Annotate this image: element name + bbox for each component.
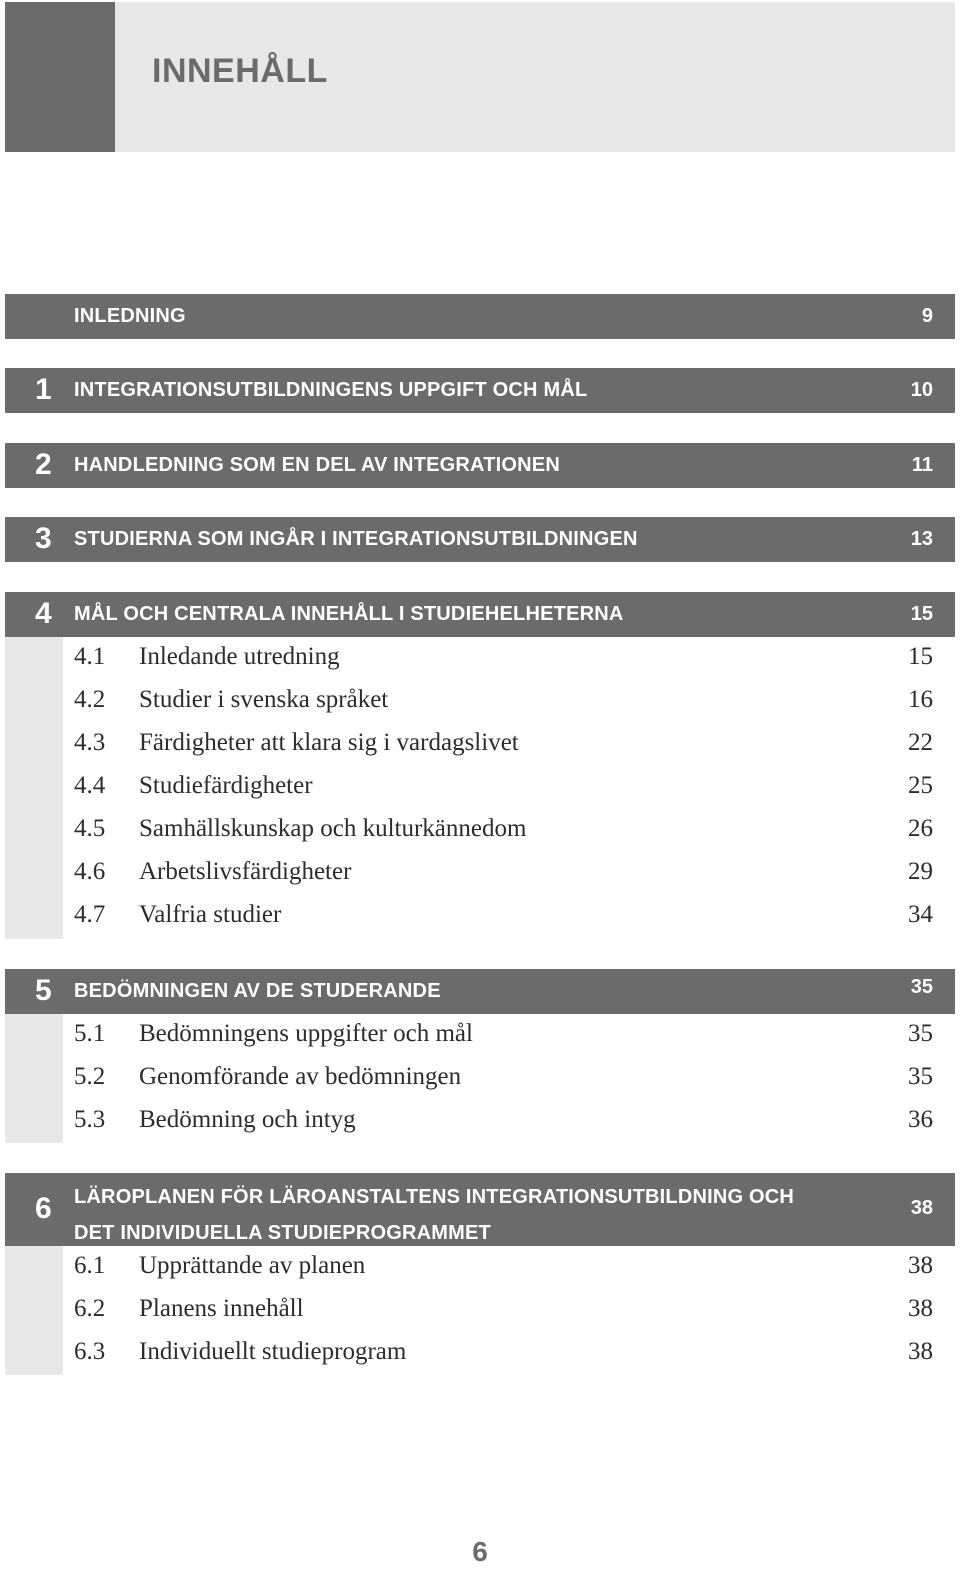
section-page: 35 xyxy=(908,1063,933,1090)
toc-section-6-2[interactable] xyxy=(5,1289,955,1332)
section-title: Studiefärdigheter xyxy=(139,772,313,799)
toc-entry-page: 9 xyxy=(921,305,933,327)
section-number: 6.2 xyxy=(74,1295,106,1322)
chapter-number: 1 xyxy=(35,373,52,406)
section-number: 5.3 xyxy=(74,1106,106,1133)
section-title: Bedömningens uppgifter och mål xyxy=(139,1020,473,1047)
section-page: 35 xyxy=(908,1020,933,1047)
chapter-number: 6 xyxy=(35,1192,52,1225)
section-number: 5.1 xyxy=(74,1020,106,1047)
chapter-page: 11 xyxy=(911,454,933,476)
chapter-page: 10 xyxy=(910,379,933,401)
section-page: 16 xyxy=(908,686,933,713)
chapter-label: INTEGRATIONSUTBILDNINGENS UPPGIFT OCH MÅL xyxy=(74,379,588,401)
section-number: 4.3 xyxy=(74,729,106,756)
chapter-number: 2 xyxy=(35,448,52,481)
section-title: Arbetslivsfärdigheter xyxy=(139,858,352,885)
section-page: 38 xyxy=(908,1252,933,1279)
section-number: 6.3 xyxy=(74,1338,106,1365)
section-title: Färdigheter att klara sig i vardagslivet xyxy=(139,729,519,756)
section-number: 4.6 xyxy=(74,858,106,885)
toc-section-4-3[interactable] xyxy=(5,723,955,766)
section-page: 36 xyxy=(908,1106,933,1133)
section-title: Studier i svenska språket xyxy=(139,686,389,713)
chapter-label: MÅL OCH CENTRALA INNEHÅLL I STUDIEHELHETERNA xyxy=(74,603,624,625)
section-title: Genomförande av bedömningen xyxy=(139,1063,462,1090)
chapter-label: STUDIERNA SOM INGÅR I INTEGRATIONSUTBILDNINGEN xyxy=(74,528,638,550)
chapter-label: BEDÖMNINGEN AV DE STUDERANDE xyxy=(74,980,441,1002)
chapter-page: 13 xyxy=(910,528,933,550)
page-number: 6 xyxy=(472,1536,488,1567)
toc-chapter-3[interactable] xyxy=(5,517,955,562)
chapter-page: 15 xyxy=(910,603,933,625)
toc-section-4-7[interactable] xyxy=(5,895,955,938)
section-number: 6.1 xyxy=(74,1252,106,1279)
section-title: Upprättande av planen xyxy=(139,1252,366,1279)
section-title: Samhällskunskap och kulturkännedom xyxy=(139,815,527,842)
section-title: Valfria studier xyxy=(139,901,282,928)
section-title: Individuellt studieprogram xyxy=(139,1338,407,1365)
toc-chapter-6[interactable] xyxy=(5,1173,955,1246)
toc-chapter-2[interactable] xyxy=(5,443,955,488)
section-page: 22 xyxy=(908,729,933,756)
chapter-page: 38 xyxy=(910,1197,933,1219)
chapter-label-line-2: DET INDIVIDUELLA STUDIEPROGRAMMET xyxy=(74,1222,491,1244)
toc-section-5-3[interactable] xyxy=(5,1100,955,1143)
section-number: 4.1 xyxy=(74,643,106,670)
toc-section-4-4[interactable] xyxy=(5,766,955,809)
toc-section-5-1[interactable] xyxy=(5,1014,955,1057)
section-page: 38 xyxy=(908,1295,933,1322)
chapter-number: 5 xyxy=(35,974,52,1007)
section-page: 15 xyxy=(908,643,933,670)
title-banner xyxy=(5,2,955,152)
toc-section-6-3[interactable] xyxy=(5,1332,955,1375)
toc-section-4-2[interactable] xyxy=(5,680,955,723)
section-page: 34 xyxy=(908,901,933,928)
section-page: 38 xyxy=(908,1338,933,1365)
chapter-label xyxy=(74,1179,794,1251)
section-number: 4.4 xyxy=(74,772,106,799)
toc-chapter-1[interactable] xyxy=(5,368,955,413)
chapter-label: HANDLEDNING SOM EN DEL AV INTEGRATIONEN xyxy=(74,454,560,476)
section-number: 5.2 xyxy=(74,1063,106,1090)
section-title: Inledande utredning xyxy=(139,643,340,670)
toc-entry-intro[interactable] xyxy=(5,294,955,339)
toc-entry-label: INLEDNING xyxy=(74,305,186,327)
chapter-label-line-1: LÄROPLANEN FÖR LÄROANSTALTENS INTEGRATIONSUTBILDNING OCH xyxy=(74,1186,795,1208)
section-number: 4.2 xyxy=(74,686,106,713)
toc-section-4-6[interactable] xyxy=(5,852,955,895)
chapter-page: 35 xyxy=(910,976,933,998)
section-number: 4.7 xyxy=(74,901,106,928)
toc-section-5-2[interactable] xyxy=(5,1057,955,1100)
chapter-number: 4 xyxy=(35,597,52,630)
toc-chapter-4[interactable] xyxy=(5,592,955,637)
toc-section-4-1[interactable] xyxy=(5,637,955,680)
page-title: INNEHÅLL xyxy=(152,52,328,90)
section-page: 29 xyxy=(908,858,933,885)
toc-section-6-1[interactable] xyxy=(5,1246,955,1289)
section-number: 4.5 xyxy=(74,815,106,842)
title-accent-block xyxy=(5,2,115,152)
section-page: 25 xyxy=(908,772,933,799)
section-title: Planens innehåll xyxy=(139,1295,304,1322)
section-title: Bedömning och intyg xyxy=(139,1106,356,1133)
section-page: 26 xyxy=(908,815,933,842)
toc-chapter-5[interactable] xyxy=(5,969,955,1014)
chapter-number: 3 xyxy=(35,522,52,555)
toc-section-4-5[interactable] xyxy=(5,809,955,852)
